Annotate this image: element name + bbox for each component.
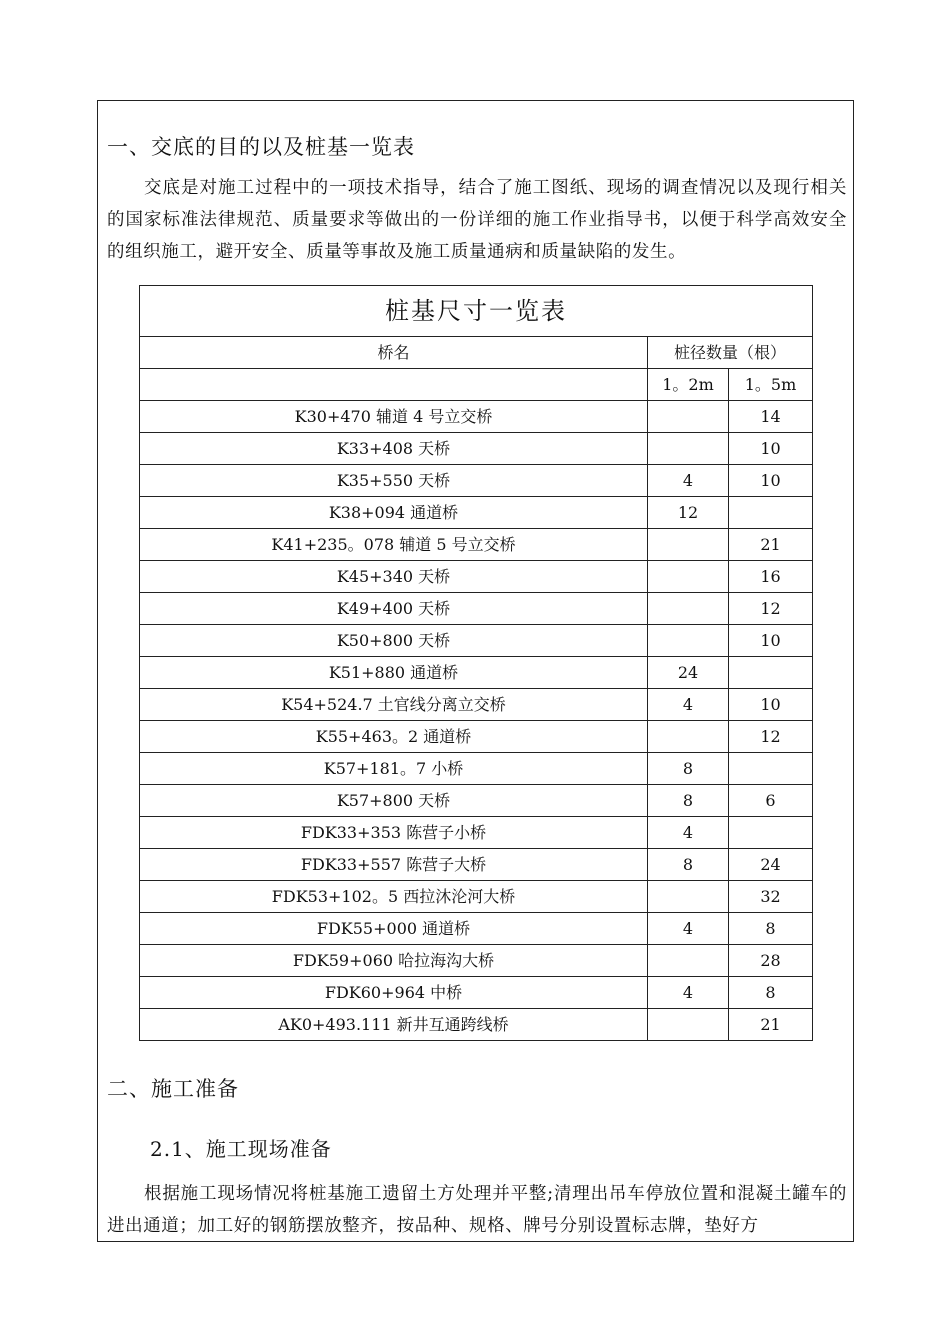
table-row: [140, 977, 813, 1009]
bridge-name-cell: K38+094 通道桥: [140, 497, 648, 529]
pile-count-1-5m-cell: [729, 753, 813, 785]
bridge-name-cell: AK0+493.111 新井互通跨线桥: [140, 1009, 648, 1041]
pile-count-1-5m-cell: 10: [729, 625, 813, 657]
bridge-name-cell: K51+880 通道桥: [140, 657, 648, 689]
table-row: [140, 721, 813, 753]
table-row: [140, 465, 813, 497]
table-row: [140, 817, 813, 849]
section2-heading: 二、施工准备: [107, 1077, 239, 1101]
bridge-name-cell: FDK60+964 中桥: [140, 977, 648, 1009]
pile-count-1-2m-cell: 4: [648, 465, 729, 497]
pile-count-1-5m-cell: 14: [729, 401, 813, 433]
table-row: [140, 753, 813, 785]
pile-count-1-5m-cell: 8: [729, 913, 813, 945]
pile-count-1-2m-cell: 24: [648, 657, 729, 689]
pile-count-1-5m-cell: 24: [729, 849, 813, 881]
bridge-name-cell: FDK33+353 陈营子小桥: [140, 817, 648, 849]
bridge-name-cell: FDK53+102。5 西拉沐沦河大桥: [140, 881, 648, 913]
pile-count-1-2m-cell: 4: [648, 689, 729, 721]
pile-count-1-5m-cell: [729, 817, 813, 849]
bridge-name-cell: K45+340 天桥: [140, 561, 648, 593]
pile-count-1-5m-cell: 12: [729, 721, 813, 753]
table-row: [140, 849, 813, 881]
pile-count-1-2m-cell: 4: [648, 913, 729, 945]
table-row: [140, 497, 813, 529]
pile-count-1-5m-cell: 8: [729, 977, 813, 1009]
table-row: [140, 593, 813, 625]
pile-count-1-2m-cell: 8: [648, 753, 729, 785]
table-row: [140, 433, 813, 465]
table-row: [140, 625, 813, 657]
table-row: [140, 913, 813, 945]
table-row: [140, 401, 813, 433]
section2-paragraph: 根据施工现场情况将桩基施工遗留土方处理并平整;清理出吊车停放位置和混凝土罐车的进出通道；加工好的钢筋摆放整齐，按品种、规格、牌号分别设置标志牌，垫好方: [107, 1184, 847, 1236]
pile-size-table: [139, 285, 813, 1041]
bridge-name-cell: FDK55+000 通道桥: [140, 913, 648, 945]
pile-count-1-2m-cell: [648, 433, 729, 465]
pile-count-1-5m-cell: [729, 497, 813, 529]
pile-count-1-2m-cell: [648, 1009, 729, 1041]
pile-count-1-2m-cell: [648, 561, 729, 593]
table-row: [140, 529, 813, 561]
bridge-name-cell: K33+408 天桥: [140, 433, 648, 465]
pile-count-1-5m-cell: 6: [729, 785, 813, 817]
pile-count-1-2m-cell: [648, 721, 729, 753]
pile-count-1-2m-cell: [648, 593, 729, 625]
bridge-name-cell: K35+550 天桥: [140, 465, 648, 497]
bridge-name-header: 桥名: [140, 337, 648, 369]
table-row: [140, 657, 813, 689]
bridge-name-cell: K50+800 天桥: [140, 625, 648, 657]
pile-count-1-5m-cell: 12: [729, 593, 813, 625]
pile-count-1-2m-cell: 4: [648, 817, 729, 849]
pile-count-1-2m-cell: 12: [648, 497, 729, 529]
pile-count-1-2m-cell: 8: [648, 849, 729, 881]
pile-count-1-5m-cell: 10: [729, 465, 813, 497]
pile-count-1-5m-cell: 28: [729, 945, 813, 977]
table-row: [140, 561, 813, 593]
diameter-1-2m-header: 1。2m: [648, 369, 729, 401]
bridge-name-cell: K57+800 天桥: [140, 785, 648, 817]
pile-count-1-2m-cell: [648, 529, 729, 561]
pile-count-1-5m-cell: [729, 657, 813, 689]
section1-heading: 一、交底的目的以及桩基一览表: [107, 135, 415, 159]
bridge-name-cell: K57+181。7 小桥: [140, 753, 648, 785]
bridge-name-cell: K30+470 辅道 4 号立交桥: [140, 401, 648, 433]
pile-count-1-2m-cell: [648, 625, 729, 657]
pile-count-1-2m-cell: 4: [648, 977, 729, 1009]
bridge-name-cell: K55+463。2 通道桥: [140, 721, 648, 753]
pile-count-1-5m-cell: 21: [729, 1009, 813, 1041]
pile-count-1-5m-cell: 10: [729, 689, 813, 721]
pile-count-1-2m-cell: [648, 881, 729, 913]
section2-subheading: 2.1、施工现场准备: [150, 1137, 332, 1161]
bridge-name-cell: FDK33+557 陈营子大桥: [140, 849, 648, 881]
table-row: [140, 689, 813, 721]
pile-count-header: 桩径数量（根）: [648, 337, 813, 369]
pile-count-1-5m-cell: 10: [729, 433, 813, 465]
bridge-name-cell: K49+400 天桥: [140, 593, 648, 625]
empty-subheader-cell: [140, 369, 648, 401]
pile-count-1-5m-cell: 16: [729, 561, 813, 593]
pile-count-1-2m-cell: 8: [648, 785, 729, 817]
table-title: 桩基尺寸一览表: [140, 286, 813, 337]
table-row: [140, 1009, 813, 1041]
table-row: [140, 785, 813, 817]
diameter-1-5m-header: 1。5m: [729, 369, 813, 401]
pile-count-1-2m-cell: [648, 401, 729, 433]
bridge-name-cell: K41+235。078 辅道 5 号立交桥: [140, 529, 648, 561]
bridge-name-cell: K54+524.7 土官线分离立交桥: [140, 689, 648, 721]
pile-count-1-5m-cell: 32: [729, 881, 813, 913]
pile-count-1-5m-cell: 21: [729, 529, 813, 561]
table-row: [140, 881, 813, 913]
section1-paragraph: 交底是对施工过程中的一项技术指导，结合了施工图纸、现场的调查情况以及现行相关的国家标准法律规范、质量要求等做出的一份详细的施工作业指导书，以便于科学高效安全的组织施工，避开安全、质量等事故及施工质量通病和质量缺陷的发生。: [107, 178, 847, 262]
bridge-name-cell: FDK59+060 哈拉海沟大桥: [140, 945, 648, 977]
table-row: [140, 945, 813, 977]
pile-count-1-2m-cell: [648, 945, 729, 977]
